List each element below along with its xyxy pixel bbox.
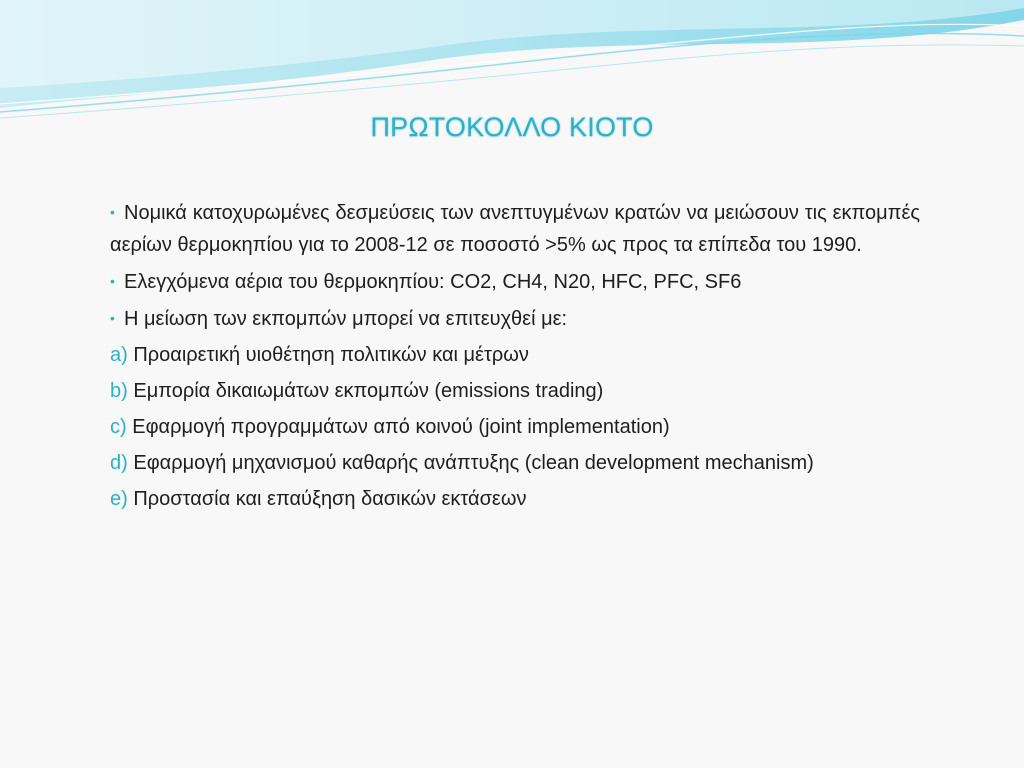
item-text: Εφαρμογή μηχανισμού καθαρής ανάπτυξης (clean development mechanism) xyxy=(133,452,814,474)
item-text: Εφαρμογή προγραμμάτων από κοινού (joint implementation) xyxy=(132,416,670,438)
slide-content xyxy=(110,196,920,519)
bullet-item xyxy=(110,196,920,261)
bullet-dot-icon: • xyxy=(110,204,115,220)
item-letter: a) xyxy=(110,344,128,366)
bullet-dot-icon: • xyxy=(110,273,115,289)
bullet-dot-icon: • xyxy=(110,310,115,326)
lettered-item xyxy=(110,447,920,479)
item-letter: d) xyxy=(110,452,128,474)
lettered-item xyxy=(110,375,920,407)
bullet-text: Ελεγχόμενα αέρια του θερμοκηπίου: CO2, CH4, N20, HFC, PFC, SF6 xyxy=(124,271,742,293)
item-text: Εμπορία δικαιωμάτων εκπομπών (emissions trading) xyxy=(133,380,604,402)
bullet-text: Νομικά κατοχυρωμένες δεσμεύσεις των ανεπτυγμένων κρατών να μειώσουν τις εκπομπές αερίων θερμοκηπίου για το 2008-12 σε ποσοστό >5% ως προς τα επίπεδα του 1990. xyxy=(110,202,920,256)
lettered-item xyxy=(110,411,920,443)
bullet-item xyxy=(110,302,920,335)
header-wave-decoration xyxy=(0,0,1024,130)
item-letter: e) xyxy=(110,488,128,510)
lettered-item xyxy=(110,339,920,371)
bullet-item xyxy=(110,265,920,298)
lettered-item xyxy=(110,483,920,515)
slide-title: ΠΡΩΤΟΚΟΛΛΟ ΚΙΟΤΟ xyxy=(370,112,654,142)
item-text: Προαιρετική υιοθέτηση πολιτικών και μέτρων xyxy=(133,344,529,366)
item-letter: c) xyxy=(110,416,127,438)
item-letter: b) xyxy=(110,380,128,402)
bullet-text: Η μείωση των εκπομπών μπορεί να επιτευχθεί με: xyxy=(124,308,568,330)
item-text: Προστασία και επαύξηση δασικών εκτάσεων xyxy=(133,488,527,510)
